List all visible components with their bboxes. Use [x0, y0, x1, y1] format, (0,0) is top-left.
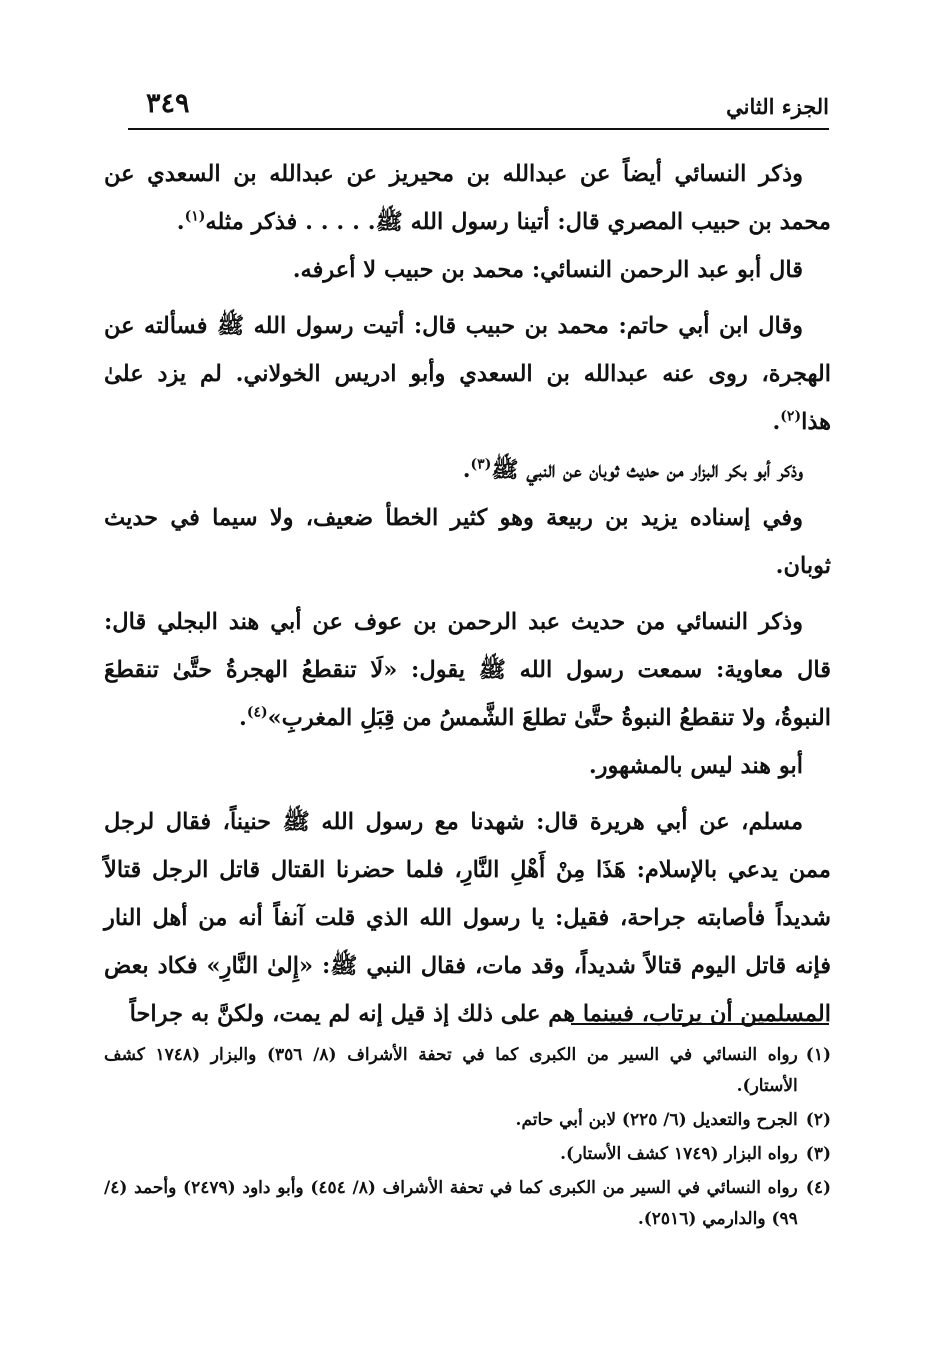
main-text: [104, 150, 831, 1038]
paragraph-5: [104, 494, 831, 590]
paragraph-text: أبو هند ليس بالمشهور.: [588, 753, 803, 779]
paragraph-text: قال أبو عبد الرحمن النسائي: محمد بن حبيب لا أعرفه.: [292, 257, 803, 283]
footnote-divider: [571, 1023, 829, 1025]
paragraph-3: [104, 302, 831, 446]
footnote-text: رواه البزار (١٧٤٩ كشف الأستار).: [560, 1144, 798, 1164]
footnote-ref: (٢): [780, 408, 802, 425]
footnote-number: (٤): [805, 1178, 831, 1198]
paragraph-1: [104, 150, 831, 246]
footnote-number: (١): [805, 1045, 831, 1065]
paragraph-8: [104, 798, 831, 1038]
paragraph-7: [104, 742, 831, 790]
footnote-text: رواه النسائي في السير من الكبرى كما في تحفة الأشراف (٨/ ٣٥٦) والبزار (١٧٤٨ كشف الأستار).: [104, 1045, 798, 1096]
paragraph-text: وذكر النسائي أيضاً عن عبدالله بن محيريز عن عبدالله بن السعدي عن محمد بن حبيب المصري قال: أتينا رسول الله ﷺ. . . . . فذكر مثله: [104, 161, 831, 235]
footnote-ref: (٣): [470, 456, 492, 473]
footnote-text: الجرح والتعديل (٦/ ٢٢٥) لابن أبي حاتم.: [515, 1110, 798, 1130]
footnote-text: رواه النسائي في السير من الكبرى كما في تحفة الأشراف (٨/ ٤٥٤) وأبو داود (٢٤٧٩) وأحمد (٤/ ٩٩) والدارمي (٢٥١٦).: [104, 1178, 798, 1229]
paragraph-tail: .: [238, 705, 247, 731]
page-number: ٣٤٩: [146, 88, 190, 119]
footnote-number: (٢): [805, 1110, 831, 1130]
paragraph-2: [104, 246, 831, 294]
paragraph-text: وفي إسناده يزيد بن ربيعة وهو كثير الخطأ ضعيف، ولا سيما في حديث ثوبان.: [104, 505, 831, 579]
paragraph-4: [104, 446, 831, 494]
footnote-4: [104, 1173, 831, 1235]
footnote-1: [104, 1040, 831, 1102]
footnote-ref: (٤): [246, 704, 268, 721]
footnote-ref: (١): [184, 208, 206, 225]
paragraph-text: وذكر النسائي من حديث عبد الرحمن بن عوف عن أبي هند البجلي قال: قال معاوية: سمعت رسول الله ﷺ يقول: «لَا تنقطعُ الهجرةُ حتَّىٰ تنقطعَ النبوةُ، ولا تنقطعُ النبوةُ حتَّىٰ تطلعَ الشَّمسُ من قِبَلِ المغربِ»: [104, 609, 831, 731]
footnotes: [104, 1040, 831, 1238]
paragraph-6: [104, 598, 831, 742]
footnote-2: [104, 1105, 831, 1136]
paragraph-text: وقال ابن أبي حاتم: محمد بن حبيب قال: أتيت رسول الله ﷺ فسألته عن الهجرة، روى عنه عبدالله بن السعدي وأبو ادريس الخولاني. لم يزد علىٰ هذا: [104, 313, 831, 435]
footnote-number: (٣): [805, 1144, 831, 1164]
footnote-3: [104, 1139, 831, 1170]
paragraph-text: مسلم، عن أبي هريرة قال: شهدنا مع رسول الله ﷺ حنيناً، فقال لرجل ممن يدعي بالإسلام: هَذَا مِنْ أَهْلِ النَّارِ، فلما حضرنا القتال قاتل الرجل قتالاً شديداً فأصابته جراحة، فقيل: يا رسول الله الذي قلت آنفاً أنه من أهل النار فإنه قاتل اليوم قتالاً شديداً، وقد مات، فقال النبي ﷺ: «إِلىٰ النَّارِ» فكاد بعض المسلمين أن يرتاب، فبينما هم على ذلك إذ قيل إنه لم يمت، ولكنَّ به جراحاً: [104, 809, 831, 1027]
paragraph-text: وذكر أبو بكر البزار من حديث ثوبان عن النبي ﷺ: [491, 457, 803, 483]
running-header: [128, 88, 829, 130]
paragraph-tail: .: [462, 457, 471, 483]
paragraph-tail: .: [772, 409, 781, 435]
part-title: الجزء الثاني: [726, 94, 829, 119]
paragraph-tail: .: [176, 209, 185, 235]
